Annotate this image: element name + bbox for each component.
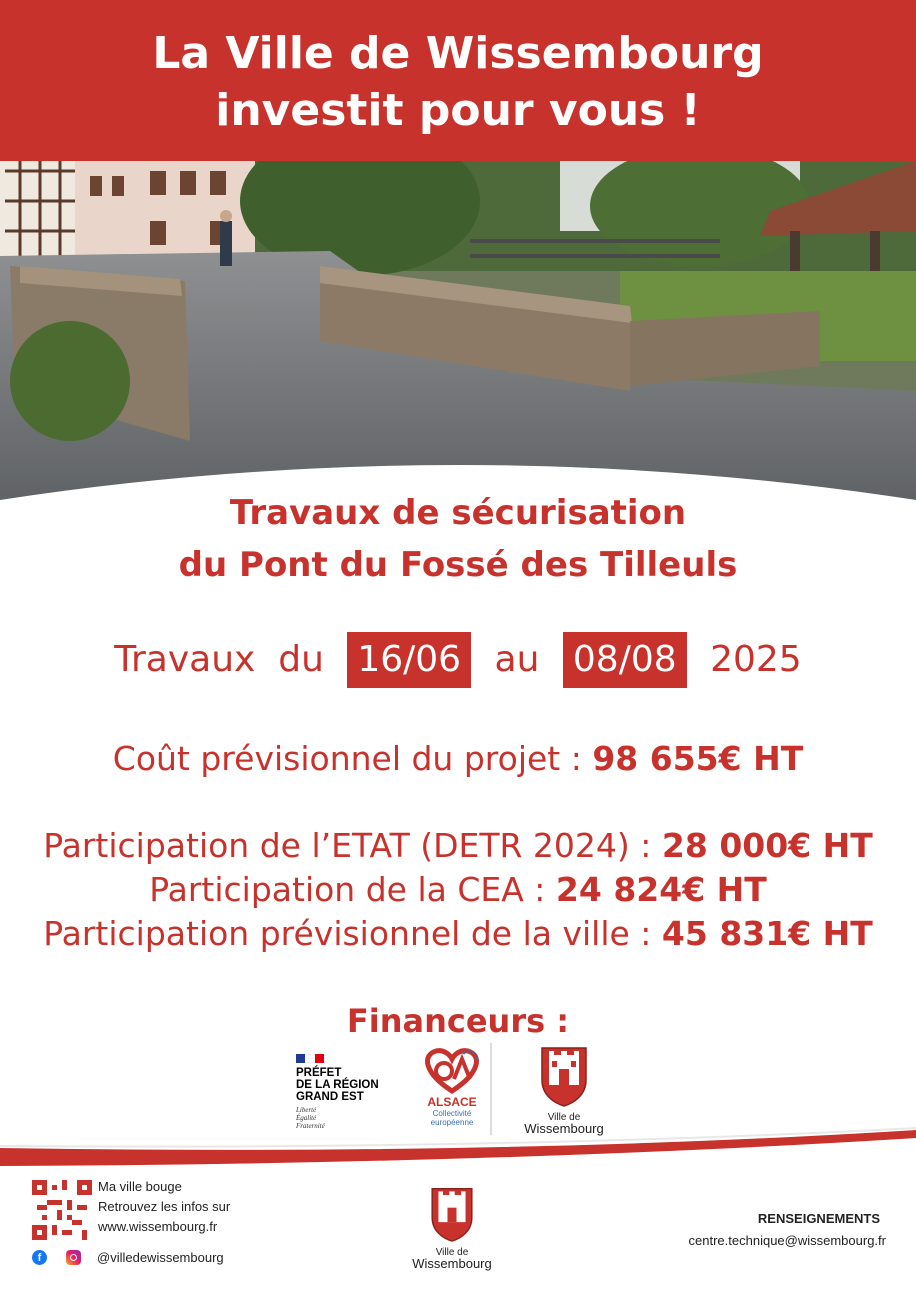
instagram-icon[interactable] (66, 1250, 81, 1265)
participation-label: Participation de la CEA : (149, 870, 546, 909)
ville-line2: Wissembourg (524, 1121, 604, 1136)
ville-line1: Ville de (547, 1112, 581, 1123)
alsace-name: ALSACE (427, 1095, 477, 1109)
contact-email-link[interactable]: centre.technique@wissembourg.fr (688, 1233, 886, 1248)
participation-row (0, 912, 916, 956)
alsace-heart-icon (414, 1043, 490, 1095)
prefet-line2: DE LA RÉGION (296, 1079, 379, 1091)
dates-label: Travaux du (114, 639, 324, 680)
participation-value: 45 831€ HT (661, 914, 873, 953)
banner-title-line2: investit pour vous ! (215, 85, 701, 136)
wissembourg-crest-icon (539, 1045, 589, 1107)
prefet-motto2: Égalité (296, 1114, 317, 1122)
project-cost-label: Coût prévisionnel du projet : (112, 739, 582, 778)
social-links (32, 1250, 224, 1265)
header-banner (0, 0, 916, 161)
footer-wissembourg-logo (404, 1186, 500, 1269)
prefet-line1: PRÉFET (296, 1067, 342, 1079)
french-flag-icon (296, 1054, 324, 1063)
alsace-sub1: Collectivité (432, 1109, 472, 1118)
prefet-motto1: Liberté (296, 1106, 317, 1114)
prefet-motto3: Fraternité (296, 1122, 325, 1130)
dates-year: 2025 (710, 639, 802, 680)
works-dates (0, 632, 916, 688)
prefet-line3: GRAND EST (296, 1091, 364, 1103)
footer-website-link[interactable]: www.wissembourg.fr (98, 1219, 218, 1234)
footer-info (98, 1177, 230, 1237)
prefet-grand-est-logo (296, 1054, 396, 1130)
project-cost (0, 737, 916, 781)
footer-line2: Retrouvez les infos sur (98, 1199, 231, 1214)
dates-between: au (494, 639, 540, 680)
end-date-badge: 08/08 (563, 632, 687, 688)
qr-code[interactable] (32, 1180, 92, 1240)
participation-label: Participation de l’ETAT (DETR 2024) : (43, 826, 652, 865)
participation-row (0, 868, 916, 912)
footer-logo-line2: Wissembourg (412, 1256, 492, 1271)
alsace-cea-logo (414, 1043, 492, 1135)
participation-value: 28 000€ HT (661, 826, 873, 865)
contact-title: RENSEIGNEMENTS (757, 1211, 880, 1226)
project-title-line1: Travaux de sécurisation (229, 493, 687, 533)
facebook-icon[interactable]: f (32, 1250, 47, 1265)
social-handle[interactable]: @villedewissembourg (97, 1250, 224, 1265)
participation-row (0, 824, 916, 868)
participation-label: Participation prévisionnel de la ville : (43, 914, 652, 953)
footer-line1: Ma ville bouge (98, 1179, 182, 1194)
start-date-badge: 16/06 (347, 632, 471, 688)
footer-logo-line1: Ville de (435, 1247, 469, 1258)
wissembourg-logo (516, 1045, 612, 1135)
footer-swoosh (0, 1126, 916, 1176)
banner-title-line1: La Ville de Wissembourg (152, 28, 764, 79)
alsace-sub2: européenne (430, 1118, 474, 1127)
contact-block (689, 1208, 886, 1252)
project-cost-value: 98 655€ HT (592, 739, 804, 778)
funders-heading: Financeurs : (346, 1002, 570, 1040)
wissembourg-crest-icon (429, 1186, 475, 1242)
participation-value: 24 824€ HT (555, 870, 767, 909)
project-title-line2: du Pont du Fossé des Tilleuls (178, 545, 738, 585)
